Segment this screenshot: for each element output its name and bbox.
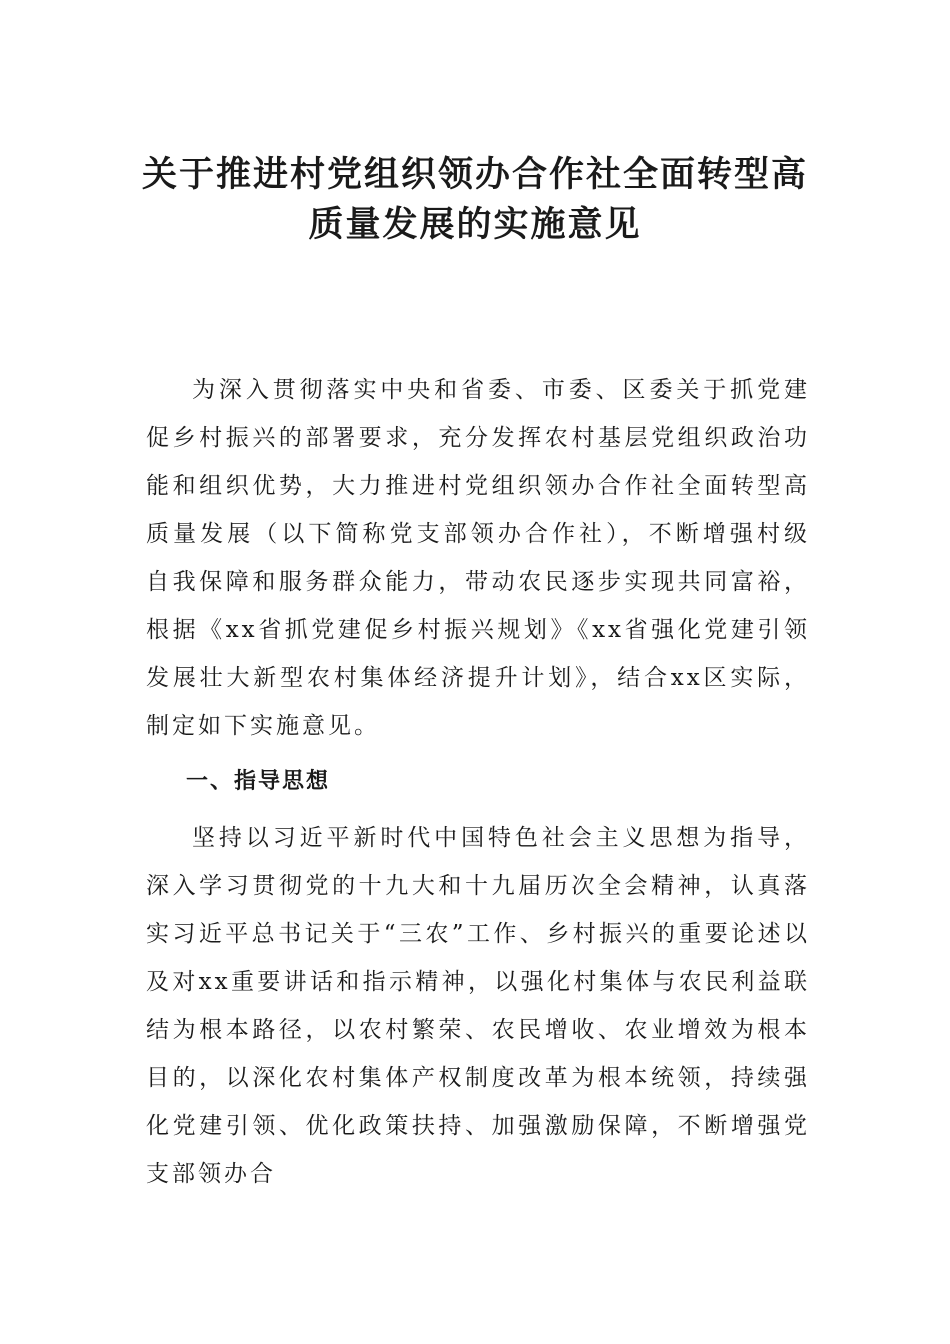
document-title-line-2: 质量发展的实施意见 bbox=[308, 204, 642, 245]
section-paragraph-guiding-ideology: 坚持以习近平新时代中国特色社会主义思想为指导，深入学习贯彻党的十九大和十九届历次全会精神，认真落实习近平总书记关于“三农”工作、乡村振兴的重要论述以及对xx重要讲话和指示精神，以强化村集体与农民利益联结为根本路径，以农村繁荣、农民增收、农业增效为根本目的，以深化农村集体产权制度改革为根本统领，持续强化党建引领、优化政策扶持、加强激励保障，不断增强党支部领办合 bbox=[146, 825, 810, 1187]
document-title bbox=[120, 150, 830, 250]
document-title-line-1: 关于推进村党组织领办合作社全面转型高 bbox=[141, 154, 808, 195]
section-heading-guiding-ideology: 一、指导思想 bbox=[186, 769, 331, 794]
document-body bbox=[146, 366, 810, 1198]
intro-paragraph: 为深入贯彻落实中央和省委、市委、区委关于抓党建促乡村振兴的部署要求，充分发挥农村基层党组织政治功能和组织优势，大力推进村党组织领办合作社全面转型高质量发展（以下简称党支部领办合作社），不断增强村级自我保障和服务群众能力，带动农民逐步实现共同富裕，根据《xx省抓党建促乡村振兴规划》《xx省强化党建引领发展壮大新型农村集体经济提升计划》，结合xx区实际，制定如下实施意见。 bbox=[146, 377, 810, 739]
